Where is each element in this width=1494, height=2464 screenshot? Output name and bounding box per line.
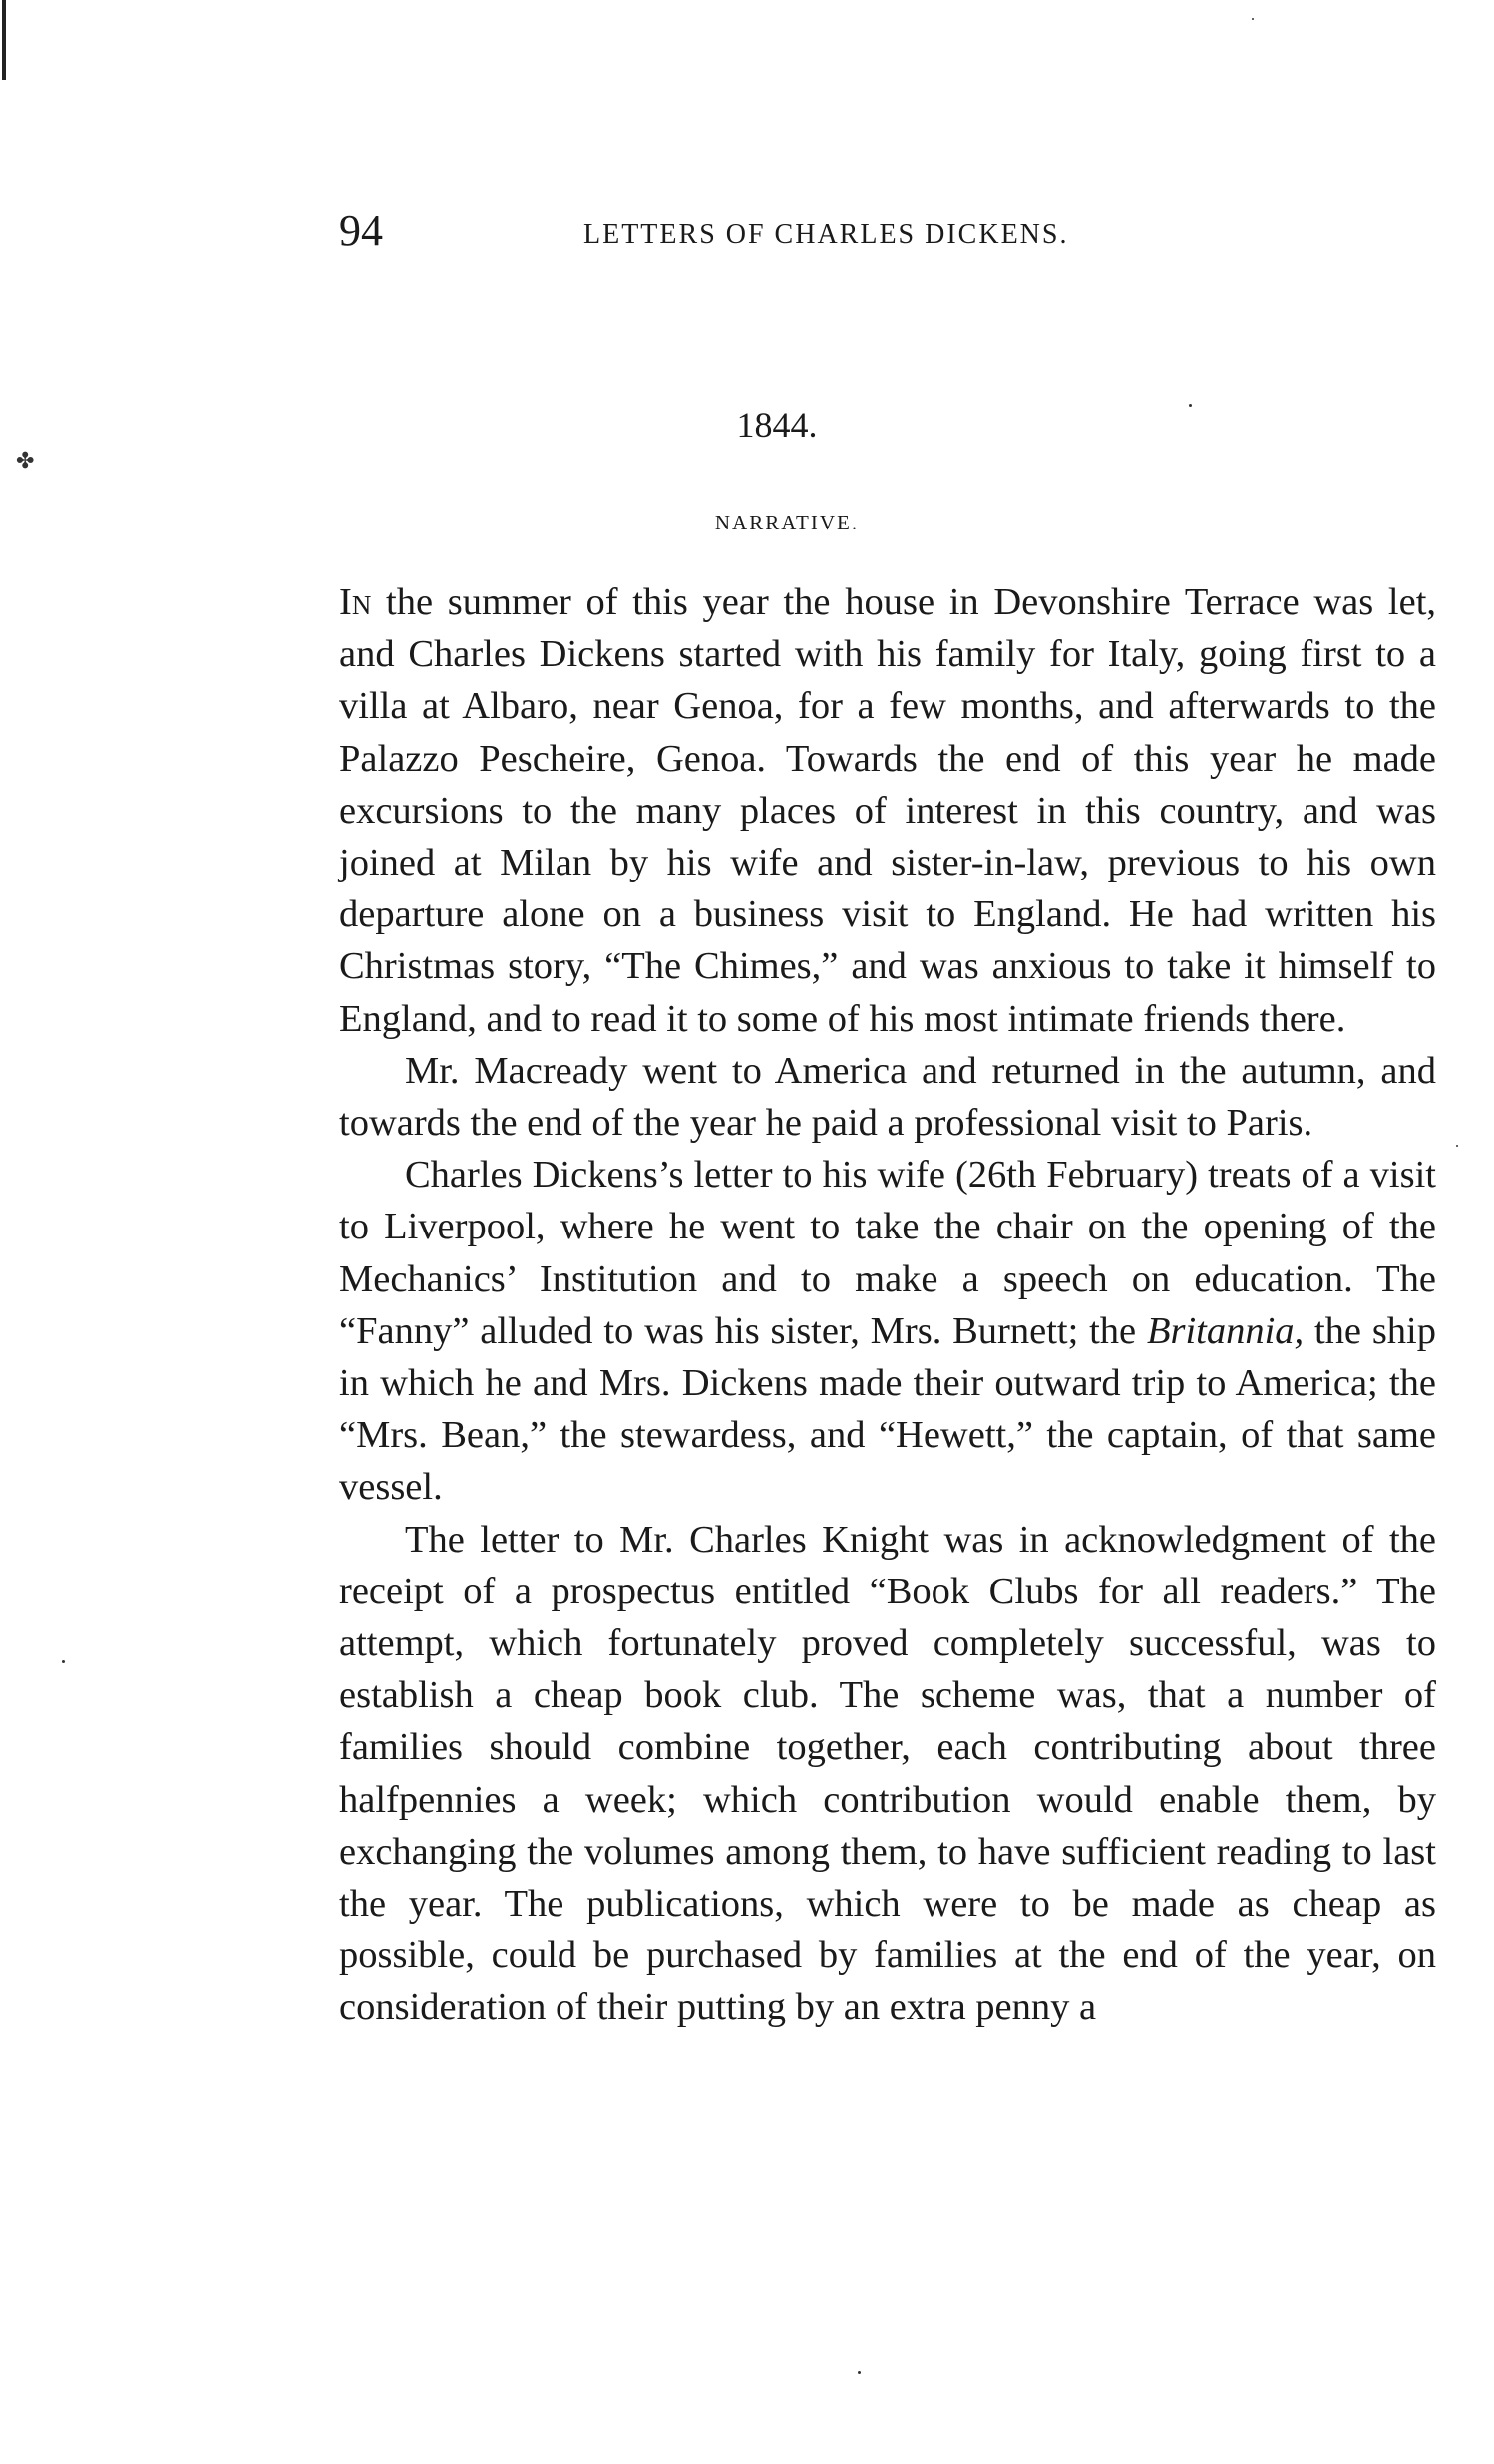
paragraph-2: Mr. Macready went to America and returned in the autumn, and towards the end of the year he paid a professional visit to Paris. — [339, 1049, 1436, 1145]
year-heading: 1844. — [736, 405, 818, 445]
margin-ornament-icon: ✤ — [16, 449, 35, 474]
scan-speck — [62, 1660, 65, 1663]
scan-speck — [858, 2371, 861, 2374]
scan-speck — [1252, 18, 1254, 20]
body-text — [339, 576, 1436, 2034]
scan-speck — [1456, 1145, 1458, 1147]
scan-speck — [1189, 404, 1192, 407]
margin-scan-mark — [2, 0, 6, 80]
paragraph-3 — [339, 1149, 1436, 1513]
paragraph-1-text: the summer of this year the house in Devonshire Terrace was let, and Charles Dickens started with his family for Italy, going first to a villa at Albaro, near Genoa, for a few months, and afterwards to the Palazzo Pescheire, Genoa. Towards the end of this year he made excursions to the many places of interest in this country, and was joined at Milan by his wife and sister-in-law, previous to his own departure alone on a business visit to England. He had written his Christmas story, “The Chimes,” and was anxious to take it himself to England, and to read it to some of his most intimate friends there. — [339, 581, 1437, 1040]
paragraph-3-text-a: Charles Dickens’s letter to his wife (26th February) treats of a visit to Liverpool, where he went to take the chair on the opening of the Mechanics’ Institution and to make a speech on education. The “Fanny” alluded to was his sister, Mrs. Burnett; the — [339, 1154, 1436, 1352]
section-heading: NARRATIVE. — [714, 511, 860, 534]
paragraph-3-text-b: the ship in which he and Mrs. Dickens made their outward trip to America; the “Mrs. Bean,” the stewardess, and “Hewett,” the captain, of that same vessel. — [339, 1309, 1437, 1509]
page-number: 94 — [339, 206, 383, 255]
drop-word: In — [339, 581, 372, 623]
ship-name: Britannia, — [1146, 1309, 1305, 1352]
running-title: LETTERS OF CHARLES DICKENS. — [583, 219, 1069, 250]
paragraph-4: The letter to Mr. Charles Knight was in acknowledgment of the receipt of a prospectus entitled “Book Clubs for all readers.” The attempt, which fortunately proved completely successful, was to establish a cheap book club. The scheme was, that a number of families should combine together, each contributing about three halfpennies a week; which contribution would enable them, by exchanging the volumes among them, to have sufficient reading to last the year. The publications, which were to be made as cheap as possible, could be purchased by families at the end of the year, on consideration of their putting by an extra penny a — [339, 1518, 1436, 2029]
paragraph-1 — [339, 576, 1436, 1045]
